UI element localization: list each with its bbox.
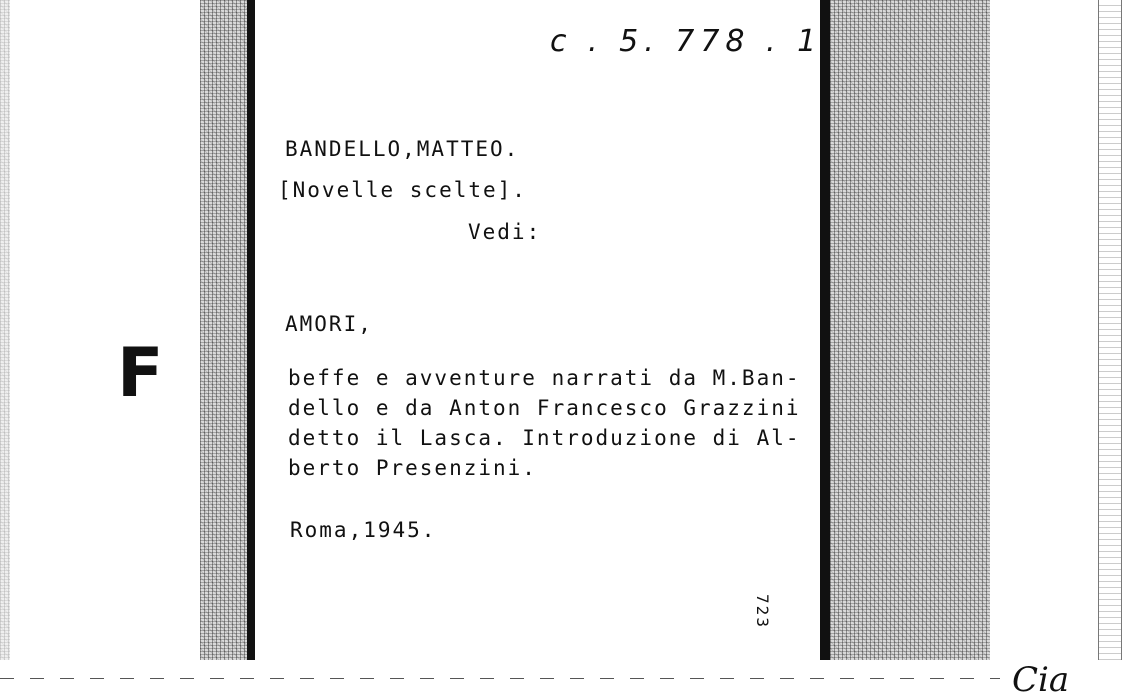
left-scan-border bbox=[0, 0, 10, 691]
left-card-edge-noise bbox=[200, 0, 247, 691]
imprint: Roma,1945. bbox=[290, 518, 437, 542]
right-card-edge-noise bbox=[830, 0, 990, 691]
scan-bottom-strip bbox=[0, 660, 1129, 691]
author-heading: BANDELLO,MATTEO. bbox=[285, 137, 520, 161]
description-line: beffe e avventure narrati da M.Ban- bbox=[288, 366, 801, 390]
uniform-title: [Novelle scelte]. bbox=[278, 178, 527, 202]
shelfmark: c . 5. 778 . 1 bbox=[550, 24, 823, 59]
description-line: dello e da Anton Francesco Grazzini bbox=[288, 396, 801, 420]
handwritten-note: Cia bbox=[1012, 660, 1070, 700]
right-scan-edge bbox=[1098, 0, 1122, 660]
description-line: detto il Lasca. Introduzione di Al- bbox=[288, 426, 801, 450]
scan-bottom-rule bbox=[0, 678, 1000, 679]
drawer-letter-marker: F bbox=[117, 334, 164, 413]
card-margin-number: 723 bbox=[752, 594, 772, 629]
see-reference-label: Vedi: bbox=[468, 220, 542, 244]
reference-title: AMORI, bbox=[285, 312, 373, 336]
description-line: berto Presenzini. bbox=[288, 456, 537, 480]
